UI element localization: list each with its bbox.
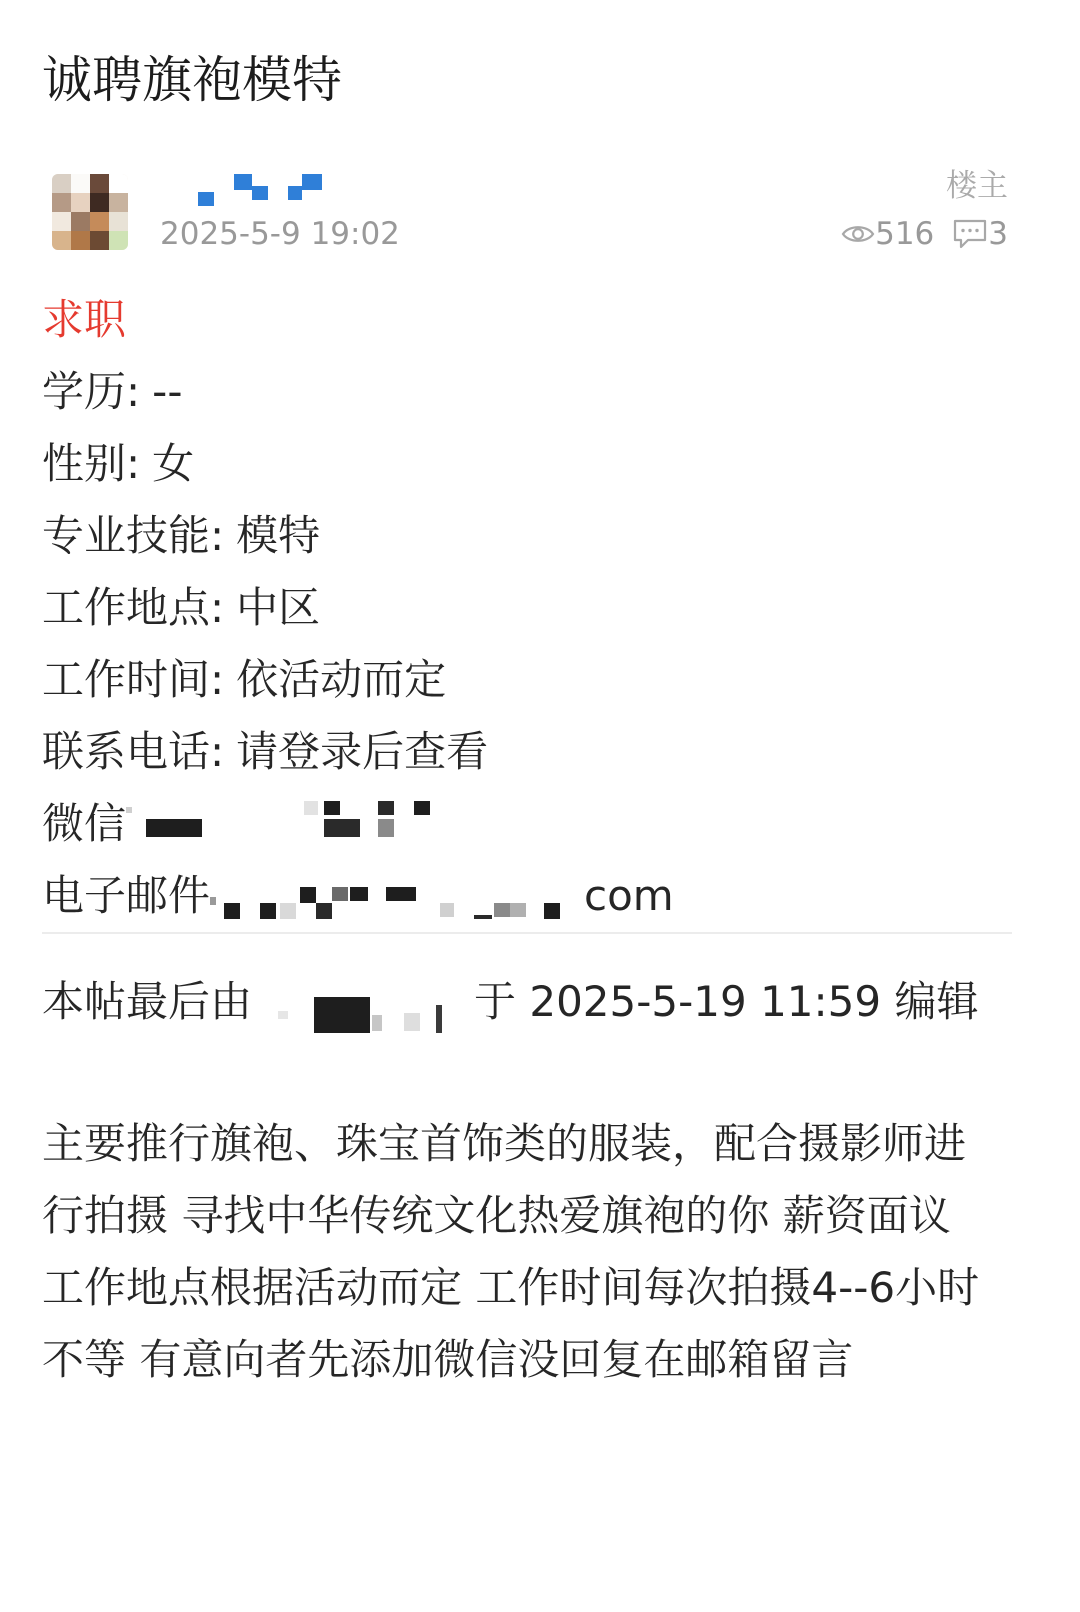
reply-count: 3 [988, 216, 1008, 252]
field-skills: 专业技能: 模特 [42, 511, 321, 560]
field-label: 微信 [42, 799, 127, 848]
field-education: 学历: -- [42, 367, 183, 416]
field-label: 联系电话 [42, 727, 211, 776]
field-work-time: 工作时间: 依活动而定 [42, 655, 447, 704]
section-divider [42, 932, 1012, 934]
field-value: 女 [152, 439, 195, 488]
field-wechat [42, 788, 1022, 860]
comment-bubble-icon[interactable] [952, 218, 988, 250]
email-domain-suffix: com [584, 871, 674, 920]
post-stats [841, 214, 1008, 254]
redacted-wechat [126, 797, 426, 857]
field-value: 模特 [236, 511, 321, 560]
field-label: 电子邮件 [42, 871, 211, 920]
field-label: 学历 [42, 367, 127, 416]
field-value: 中区 [236, 583, 321, 632]
post-timestamp: 2025-5-9 19:02 [160, 216, 400, 252]
edit-note [42, 966, 978, 1038]
view-count: 516 [875, 216, 935, 252]
field-value: 依活动而定 [236, 655, 447, 704]
field-label: 专业技能 [42, 511, 211, 560]
redacted-email [210, 869, 580, 929]
edit-note-prefix: 本帖最后由 [42, 977, 253, 1026]
author-avatar[interactable] [52, 174, 128, 250]
post-title: 诚聘旗袍模特 [42, 51, 342, 109]
field-gender: 性别: 女 [42, 439, 195, 488]
edit-note-suffix: 于 2025-5-19 11:59 编辑 [474, 977, 979, 1026]
redacted-editor-name [252, 975, 460, 1035]
field-phone: 联系电话: 请登录后查看 [42, 727, 489, 776]
original-poster-badge: 楼主 [946, 168, 1008, 204]
job-info-section [42, 284, 1022, 932]
field-location: 工作地点: 中区 [42, 583, 321, 632]
field-value[interactable]: 请登录后查看 [236, 727, 489, 776]
category-tag[interactable]: 求职 [42, 295, 127, 344]
field-label: 性别 [42, 439, 127, 488]
field-label: 工作地点 [42, 583, 211, 632]
eye-icon [841, 222, 875, 246]
post-body: 主要推行旗袍、珠宝首饰类的服装，配合摄影师进行拍摄 寻找中华传统文化热爱旗袍的你 薪资面议 工作地点根据活动而定 工作时间每次拍摄4--6小时不等 有意向者先添加微信没回复在邮箱留言 [42, 1119, 980, 1384]
field-label: 工作时间 [42, 655, 211, 704]
field-value: -- [152, 367, 183, 416]
field-email [42, 860, 1022, 932]
author-username[interactable] [194, 172, 324, 206]
